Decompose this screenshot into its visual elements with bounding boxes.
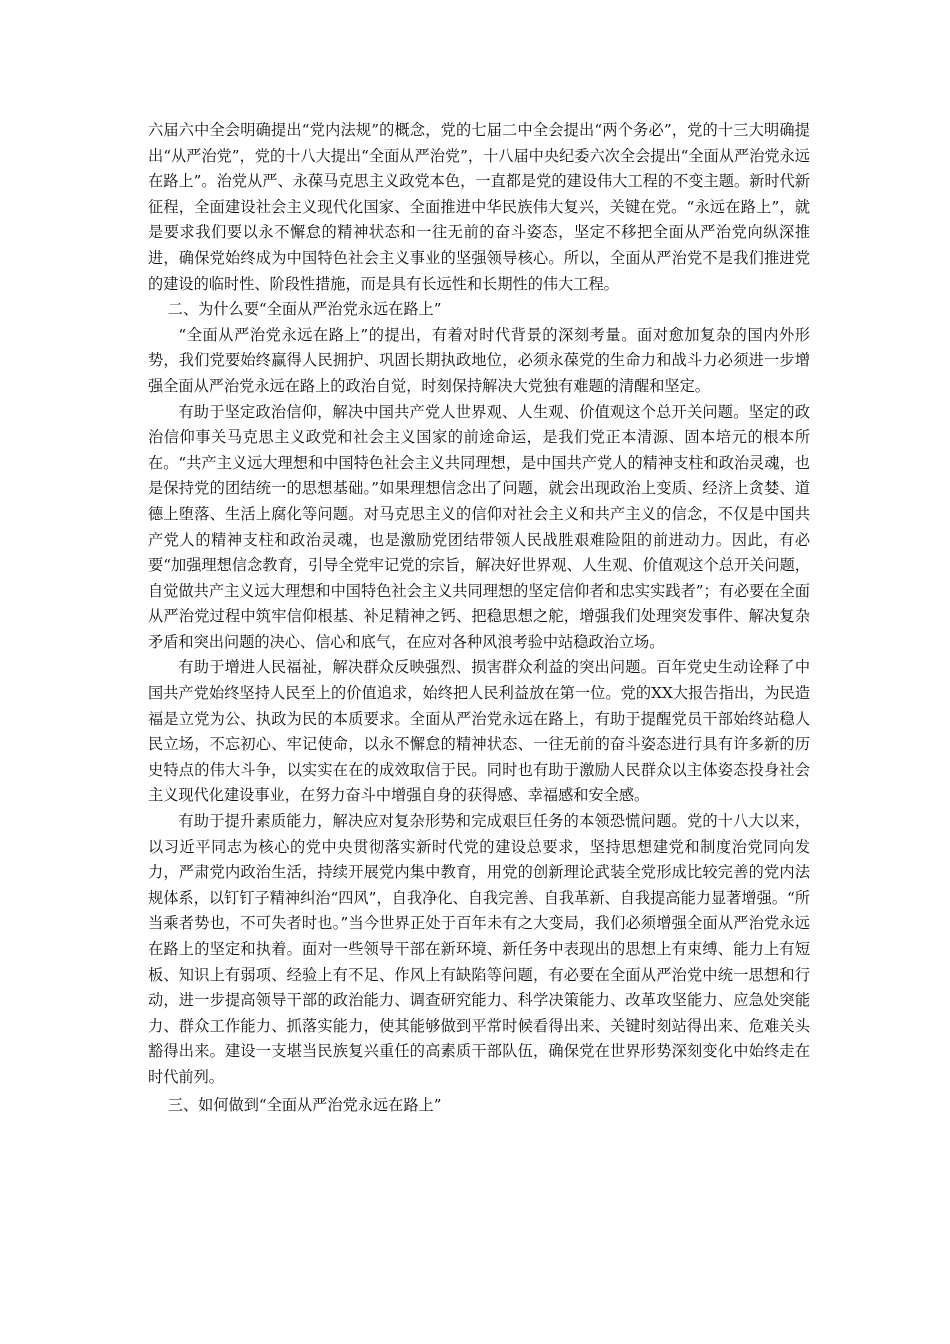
paragraph-competence: 有助于提升素质能力，解决应对复杂形势和完成艰巨任务的本领恐慌问题。党的十八大以来，以习近平同志为核心的党中央贯彻落实新时代党的建设总要求，坚持思想建党和制度治党同向发力，严肃党内政治生活，持续开展党内集中教育，用党的创新理论武装全党形成比较完善的党内法规体系，以钉钉子精神纠治“四风”，自我净化、自我完善、自我革新、自我提高能力显著增强。“所当乘者势也，不可失者时也。”当今世界正处于百年未有之大变局，我们必须增强全面从严治党永远在路上的坚定和执着。面对一些领导干部在新环境、新任务中表现出的思想上有束缚、能力上有短板、知识上有弱项、经验上有不足、作风上有缺陷等问题，有必要在全面从严治党中统一思想和行动，进一步提高领导干部的政治能力、调查研究能力、科学决策能力、改革攻坚能力、应急处突能力、群众工作能力、抓落实能力，使其能够做到平常时候看得出来、关键时刻站得出来、危难关头豁得出来。建设一支堪当民族复兴重任的高素质干部队伍，确保党在世界形势深刻变化中始终走在时代前列。 <box>148 812 810 1086</box>
paragraph-people-welfare: 有助于增进人民福祉，解决群众反映强烈、损害群众利益的突出问题。百年党史生动诠释了中国共产党始终坚持人民至上的价值追求，始终把人民利益放在第一位。党的XX大报告指出，为民造福是立党为公、执政为民的本质要求。全面从严治党永远在路上，有助于提醒党员干部始终站稳人民立场，不忘初心、牢记使命，以永不懈怠的精神状态、一往无前的奋斗姿态进行具有许多新的历史特点的伟大斗争，以实实在在的成效取信于民。同时也有助于激励人民群众以主体姿态投身社会主义现代化建设事业，在努力奋斗中增强自身的获得感、幸福感和安全感。 <box>148 658 810 805</box>
paragraph-continuation: 六届六中全会明确提出“党内法规”的概念，党的七届二中全会提出“两个务必”，党的十三大明确提出“从严治党”，党的十八大提出“全面从严治党”，十八届中央纪委六次全会提出“全面从严治党永远在路上”。治党从严、永葆马克思主义政党本色，一直都是党的建设伟大工程的不变主题。新时代新征程，全面建设社会主义现代化国家、全面推进中华民族伟大复兴，关键在党。“永远在路上”，就是要求我们要以永不懈怠的精神状态和一往无前的奋斗姿态，坚定不移把全面从严治党向纵深推进，确保党始终成为中国特色社会主义事业的坚强领导核心。所以，全面从严治党不是我们推进党的建设的临时性、阶段性措施，而是具有长远性和长期性的伟大工程。 <box>148 121 810 293</box>
section-heading-3: 三、如何做到“全面从严治党永远在路上” <box>167 1095 442 1114</box>
paragraph-intro: “全面从严治党永远在路上”的提出，有着对时代背景的深刻考量。面对愈加复杂的国内外形势，我们党要始终赢得人民拥护、巩固长期执政地位，必须永葆党的生命力和战斗力必须进一步增强全面从严治党永远在路上的政治自觉，时刻保持解决大党独有难题的清醒和坚定。 <box>148 325 810 395</box>
paragraph-political-belief: 有助于坚定政治信仰，解决中国共产党人世界观、人生观、价值观这个总开关问题。坚定的政治信仰事关马克思主义政党和社会主义国家的前途命运，是我们党正本清源、固本培元的根本所在。“共产主义远大理想和中国特色社会主义共同理想，是中国共产党人的精神支柱和政治灵魂，也是保持党的团结统一的思想基础。”如果理想信念出了问题，就会出现政治上变质、经济上贪婪、道德上堕落、生活上腐化等问题。对马克思主义的信仰对社会主义和共产主义的信念，不仅是中国共产党人的精神支柱和政治灵魂，也是激励党团结带领人民战胜艰难险阻的前进动力。因此，有必要“加强理想信念教育，引导全党牢记党的宗旨，解决好世界观、人生观、价值观这个总开关问题，自觉做共产主义远大理想和中国特色社会主义共同理想的坚定信仰者和忠实实践者”；有必要在全面从严治党过程中筑牢信仰根基、补足精神之钙、把稳思想之舵，增强我们处理突发事件、解决复杂矛盾和突出问题的决心、信心和底气，在应对各种风浪考验中站稳政治立场。 <box>148 402 810 651</box>
document-body <box>148 118 810 1118</box>
section-heading-2: 二、为什么要“全面从严治党永远在路上” <box>167 300 442 319</box>
